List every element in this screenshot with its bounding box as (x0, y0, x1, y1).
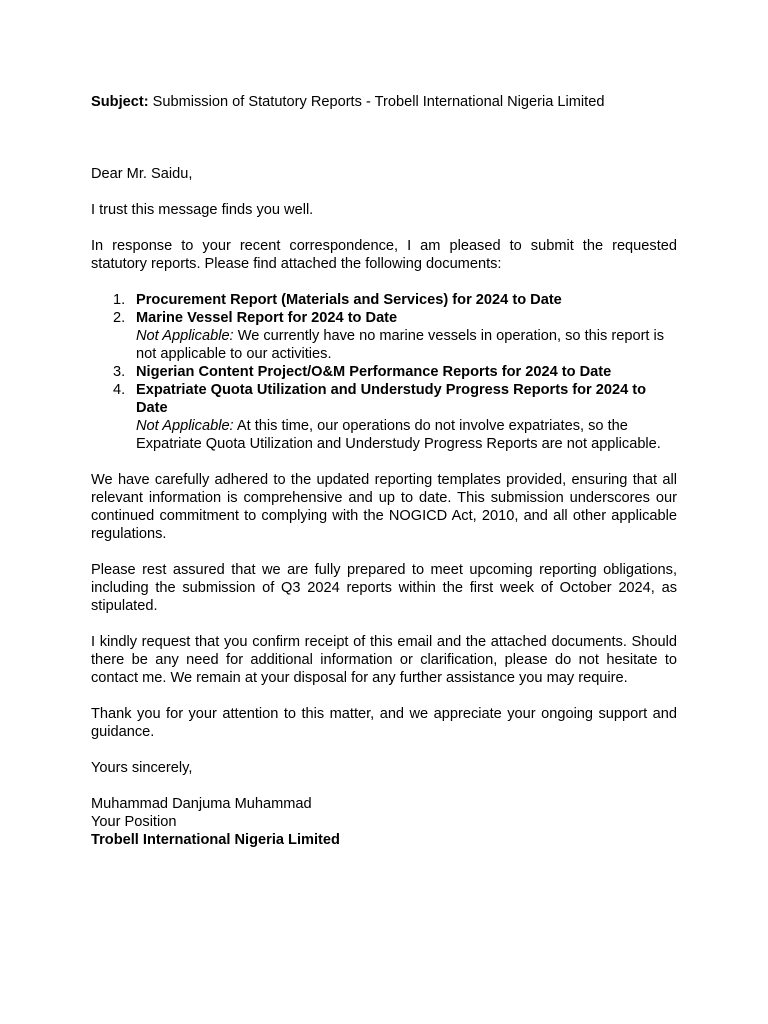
report-title: Expatriate Quota Utilization and Understudy Progress Reports for 2024 to Date (136, 382, 647, 416)
report-item-marine-vessel (91, 309, 677, 363)
subject-text: Submission of Statutory Reports - Trobell International Nigeria Limited (152, 94, 605, 110)
signature-company: Trobell International Nigeria Limited (91, 832, 340, 848)
intro-paragraph: I trust this message finds you well. (91, 202, 314, 218)
report-note (136, 327, 677, 363)
report-number: 1. (113, 292, 126, 308)
thanks-paragraph: Thank you for your attention to this matter, and we appreciate your ongoing support and guidance. (91, 706, 677, 740)
report-title: Procurement Report (Materials and Services) for 2024 to Date (136, 292, 562, 308)
report-number: 2. (113, 310, 126, 326)
report-number: 4. (113, 382, 126, 398)
response-paragraph: In response to your recent correspondence, I am pleased to submit the requested statutory reports. Please find attached the following documents: (91, 238, 677, 272)
report-note (136, 417, 677, 453)
subject-label: Subject: (91, 94, 149, 110)
templates-paragraph: We have carefully adhered to the updated reporting templates provided, ensuring that all relevant information is comprehensive and up to date. This submission underscores our continued commitment to complying with the NOGICD Act, 2010, and all other applicable regulations. (91, 472, 677, 542)
subject-line (91, 93, 677, 111)
report-title: Nigerian Content Project/O&M Performance Reports for 2024 to Date (136, 364, 612, 380)
reports-list (91, 291, 677, 453)
not-applicable-label: Not Applicable: (136, 328, 234, 344)
report-note-text: We currently have no marine vessels in operation, so this report is not applicable to our activities. (136, 328, 665, 362)
signature-block (91, 795, 677, 849)
report-item-expatriate-quota (91, 381, 677, 453)
signature-position: Your Position (91, 814, 177, 830)
report-item-nigerian-content (91, 363, 677, 381)
report-item-procurement (91, 291, 677, 309)
closing: Yours sincerely, (91, 760, 193, 776)
report-number: 3. (113, 364, 126, 380)
report-note-text: At this time, our operations do not involve expatriates, so the Expatriate Quota Utilization and Understudy Progress Reports are not applicable. (136, 418, 661, 452)
confirm-paragraph: I kindly request that you confirm receipt of this email and the attached documents. Should there be any need for additional information or clarification, please do not hesitate to contact me. We remain at your disposal for any further assistance you may require. (91, 634, 677, 686)
letter-body (91, 93, 677, 849)
obligations-paragraph: Please rest assured that we are fully prepared to meet upcoming reporting obligations, including the submission of Q3 2024 reports within the first week of October 2024, as stipulated. (91, 562, 677, 614)
report-title: Marine Vessel Report for 2024 to Date (136, 310, 398, 326)
signature-name: Muhammad Danjuma Muhammad (91, 796, 312, 812)
salutation: Dear Mr. Saidu, (91, 166, 193, 182)
not-applicable-label: Not Applicable: (136, 418, 234, 434)
